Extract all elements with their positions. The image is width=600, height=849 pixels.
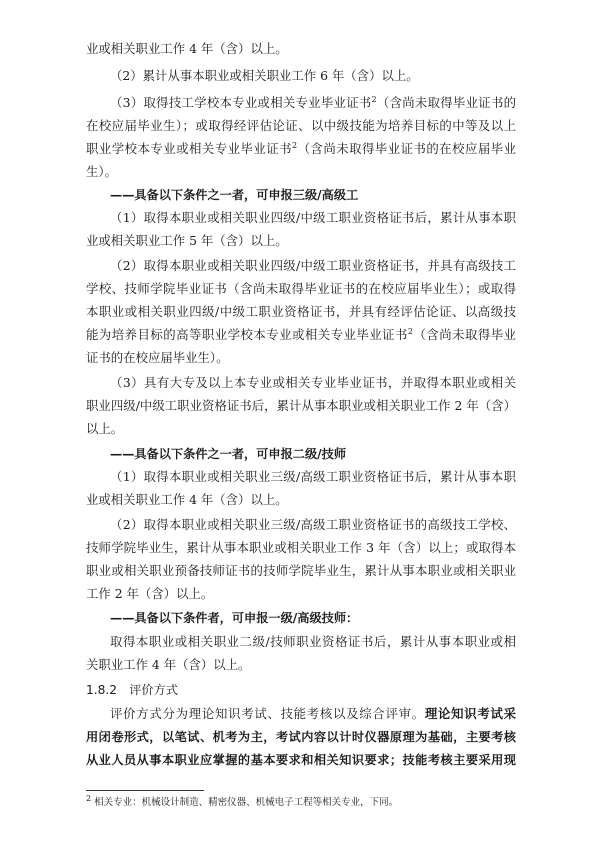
footnote-divider bbox=[86, 790, 204, 791]
text-line: 证书的在校应届毕业生）。 bbox=[86, 350, 229, 365]
text-line: 用闭卷形式，以笔试、机考为主，考试内容以计时仪器原理为基础，主要考核 bbox=[86, 730, 516, 744]
text-line: 以上。 bbox=[86, 421, 124, 436]
text-line: 职业或相关职业预备技师证书的技师学院毕业生，累计从事本职业或相关职业 bbox=[86, 563, 516, 578]
text-line: 业或相关职业工作 5 年（含）以上。 bbox=[86, 233, 288, 248]
text-line: 取得本职业或相关职业二级/技师职业资格证书后，累计从事本职业或相 bbox=[110, 634, 516, 649]
section-heading: ——具备以下条件之一者，可申报三级/高级工 bbox=[110, 188, 359, 202]
footnote-ref: 2 bbox=[371, 94, 377, 104]
text-line: 评价方式分为理论知识考试、技能考核以及综合评审。理论知识考试采 bbox=[110, 706, 517, 721]
text-line: 从业人员从事本职业应掌握的基本要求和相关知识要求；技能考核主要采用现 bbox=[86, 753, 516, 767]
text-line: 生）。 bbox=[86, 164, 117, 179]
text-line: 工作 2 年（含）以上。 bbox=[86, 586, 214, 601]
footnote-text: 相关专业：机械设计制造、精密仪器、机械电子工程等相关专业，下同。 bbox=[94, 797, 399, 808]
text-line: （1）取得本职业或相关职业四级/中级工职业资格证书后，累计从事本职 bbox=[110, 210, 516, 225]
footnote-ref: 2 bbox=[407, 326, 413, 336]
text-line: 业或相关职业工作 4 年（含）以上。 bbox=[86, 41, 288, 56]
text-line: 能为培养目标的高等职业学校本专业或相关专业毕业证书$^2$（含尚未取得毕业 bbox=[86, 326, 517, 342]
text-line: （2）累计从事本职业或相关职业工作 6 年（含）以上。 bbox=[110, 68, 419, 83]
text-line: （3）具有大专及以上本专业或相关专业毕业证书，并取得本职业或相关 bbox=[110, 375, 516, 390]
text-line: 技师学院毕业生，累计从事本职业或相关职业工作 3 年（含）以上；或取得本 bbox=[86, 540, 516, 555]
text-line: 职业学校本专业或相关专业毕业证书$^2$（含尚未取得毕业证书的在校应届毕业 bbox=[86, 140, 517, 156]
subsection-title: 1.8.2 评价方式 bbox=[86, 683, 178, 697]
text-line: 关职业工作 4 年（含）以上。 bbox=[86, 657, 251, 672]
bold-text: 理论知识考试采 bbox=[424, 706, 517, 721]
text-line: 学校、技师学院毕业证书（含尚未取得毕业证书的在校应届毕业生）；或取得 bbox=[86, 281, 516, 296]
footnote-ref: 2 bbox=[292, 140, 298, 150]
text-line: （1）取得本职业或相关职业三级/高级工职业资格证书后，累计从事本职 bbox=[110, 469, 516, 484]
footnote bbox=[86, 793, 516, 809]
text-line: （2）取得本职业或相关职业四级/中级工职业资格证书，并具有高级技工 bbox=[110, 258, 516, 273]
text-line: （3）取得技工学校本专业或相关专业毕业证书$^2$（含尚未取得毕业证书的 bbox=[110, 94, 516, 110]
text-line: 在校应届毕业生）；或取得经评估论证、以中级技能为培养目标的中等及以上 bbox=[86, 118, 516, 133]
text-line: （2）取得本职业或相关职业三级/高级工职业资格证书的高级技工学校、 bbox=[110, 517, 516, 532]
text-line: 职业四级/中级工职业资格证书后，累计从事本职业或相关职业工作 2 年（含） bbox=[86, 398, 516, 413]
footnote-mark: 2 bbox=[86, 793, 92, 803]
text-line: 本职业或相关职业四级/中级工职业资格证书，并具有经评估论证、以高级技 bbox=[86, 304, 516, 319]
section-heading: ——具备以下条件者，可申报一级/高级技师： bbox=[110, 611, 359, 625]
text-line: 业或相关职业工作 4 年（含）以上。 bbox=[86, 492, 288, 507]
section-heading: ——具备以下条件之一者，可申报二级/技师 bbox=[110, 447, 347, 461]
